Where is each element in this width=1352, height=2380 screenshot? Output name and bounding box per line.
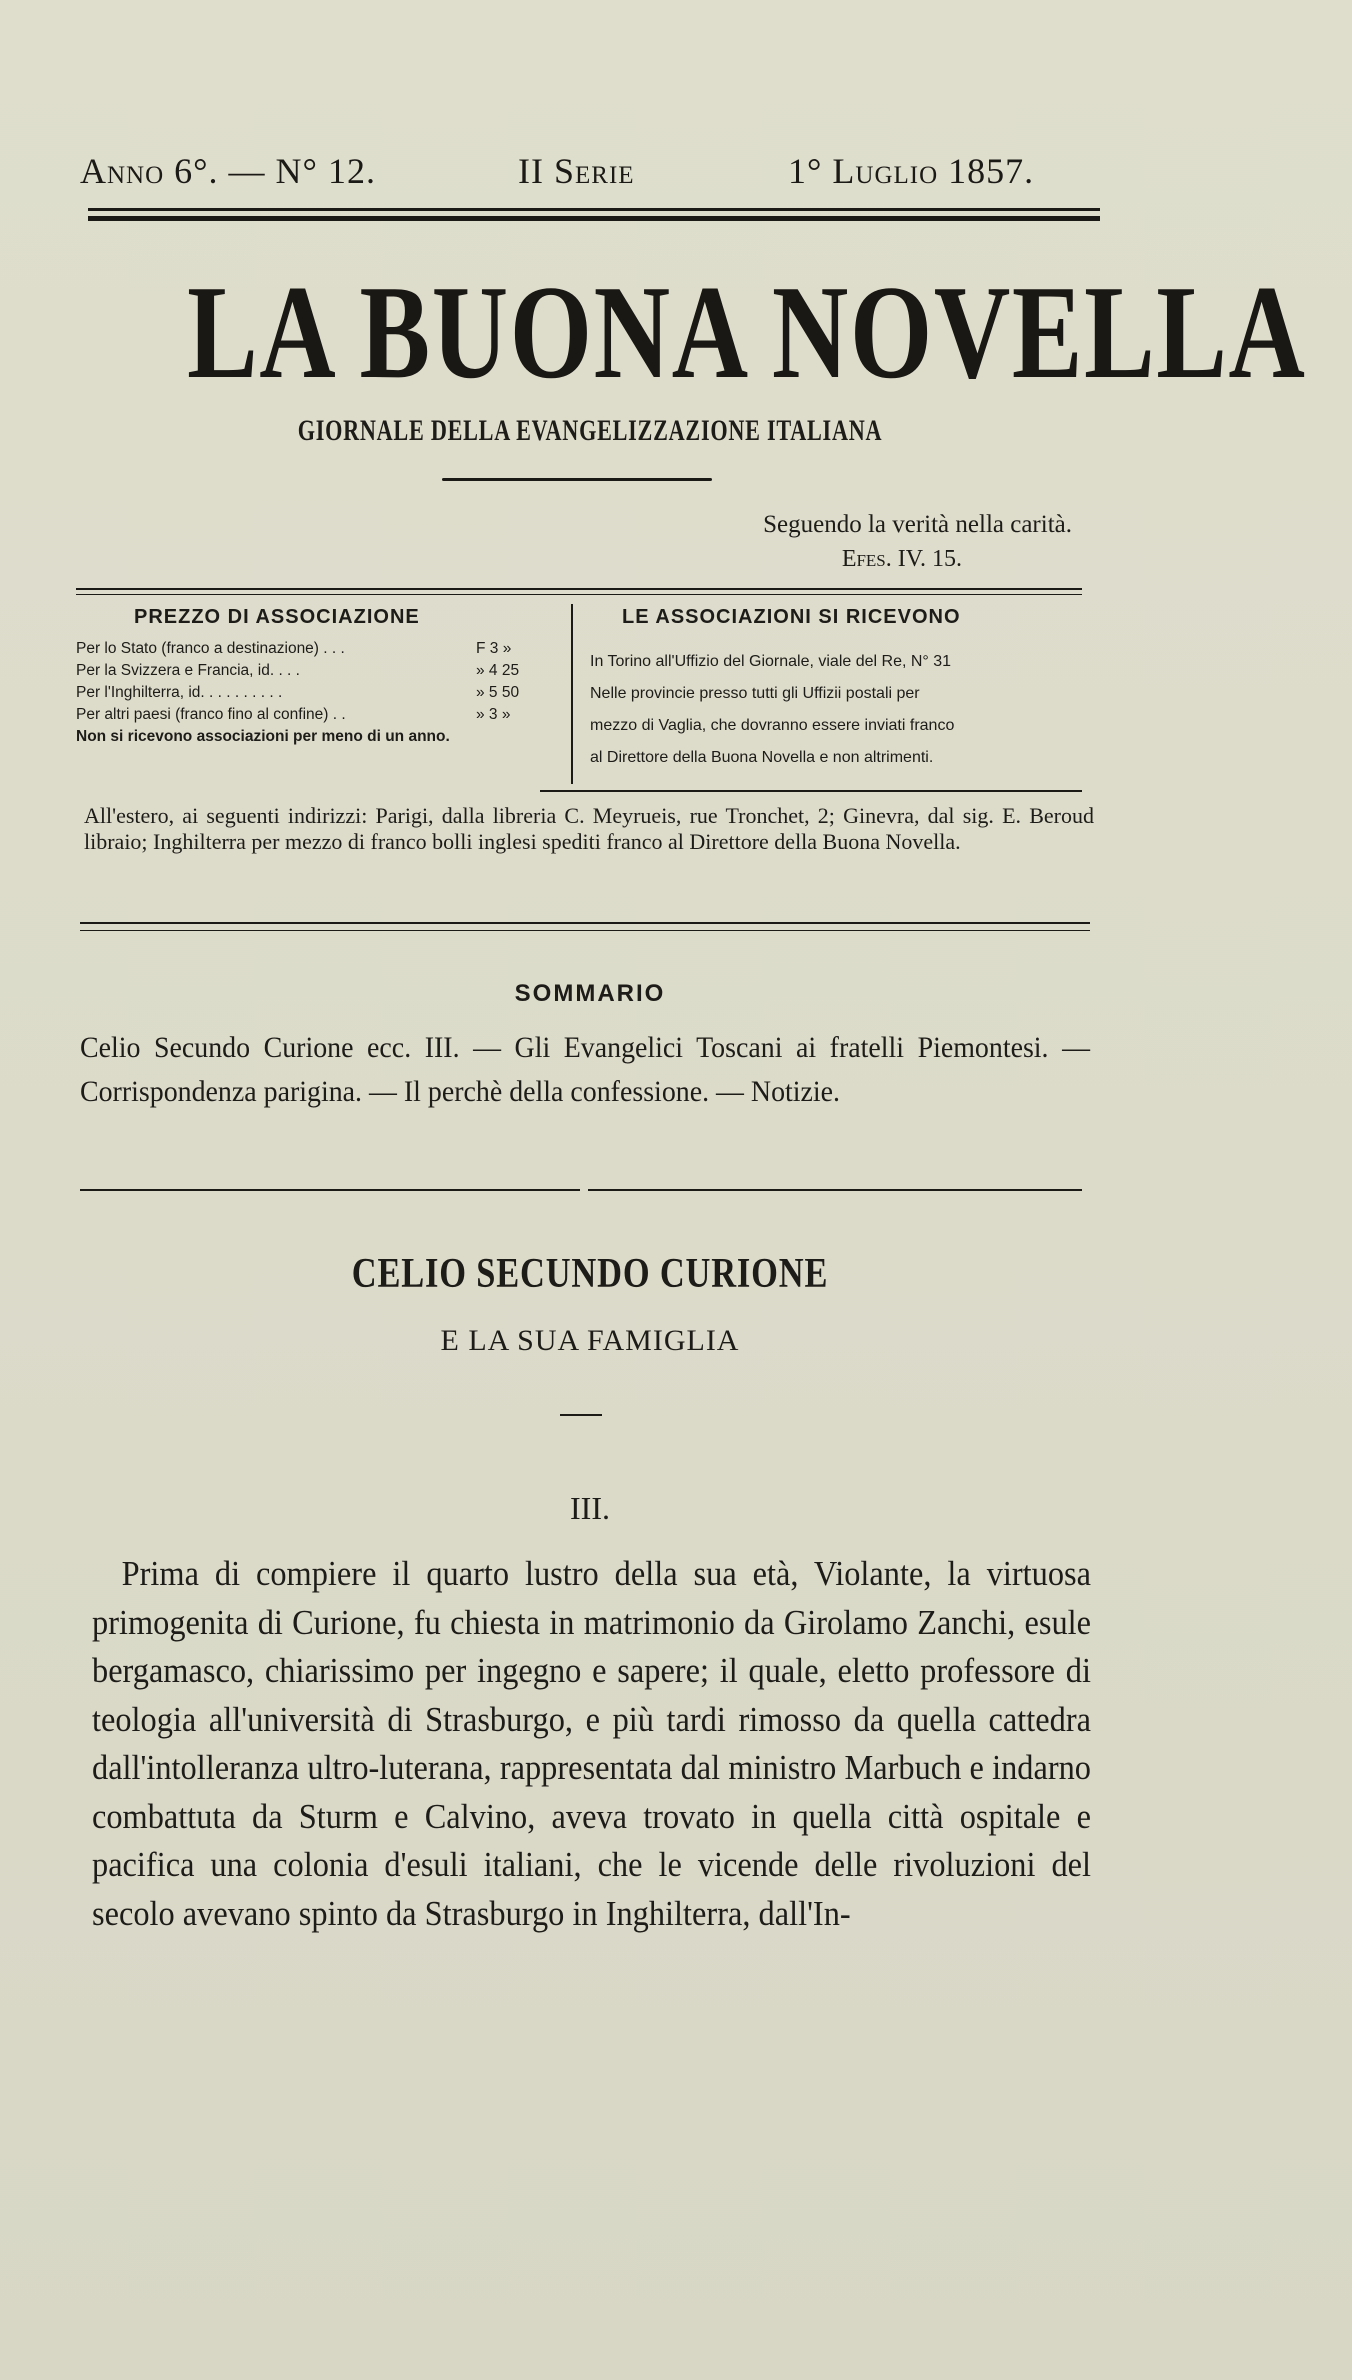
price-row — [76, 704, 566, 726]
article-body — [92, 1550, 1091, 1938]
sommario-rule-right — [588, 1189, 1082, 1191]
motto-text: Seguendo la verità nella carità. — [763, 511, 1072, 538]
prices-list — [76, 638, 566, 748]
price-row — [76, 638, 566, 660]
section-rule-2 — [80, 930, 1090, 931]
motto — [692, 508, 1072, 576]
price-row — [76, 660, 566, 682]
box-rule-bottom — [540, 790, 1082, 792]
sommario-heading: SOMMARIO — [514, 980, 666, 1007]
masthead-subtitle: GIORNALE DELLA EVANGELIZZAZIONE ITALIANA — [297, 414, 883, 447]
price-label: Per altri paesi (franco fino al confine) . . — [76, 706, 346, 723]
price-label: Per lo Stato (franco a destinazione) . . . — [76, 640, 345, 657]
article-paragraph: Prima di compiere il quarto lustro della sua età, Violante, la virtuosa primogenita di Curione, fu chiesta in matrimonio da Girolamo Zanchi, esule bergamasco, chiarissimo per ingegno e sapere; il quale, eletto professore di teologia all'università di Strasburgo, e più tardi rimosso da quella cattedra dall'intolleranza ultro-luterana, rappresentata dal ministro Marbuch e indarno combattuta da Sturm e Calvino, aveva trovato in quella città ospitale e pacifica una colonia d'esuli italiani, che le vicende delle rivoluzioni del secolo avevano spinto da Strasburgo in Inghilterra, dall'In- — [92, 1554, 1092, 1933]
price-label: Per l'Inghilterra, id. . . . . . . . . . — [76, 684, 283, 701]
motto-reference: Efes. IV. 15. — [841, 546, 962, 572]
section-number: III. — [570, 1490, 610, 1526]
places-heading: LE ASSOCIAZIONI SI RICEVONO — [622, 606, 961, 628]
price-note: Non si ricevono associazioni per meno di un anno. — [76, 728, 450, 745]
header-double-rule-top — [88, 208, 1100, 211]
title-dash — [560, 1414, 602, 1416]
price-row — [76, 682, 566, 704]
header-double-rule-bottom — [88, 216, 1100, 221]
box-rule-top-2 — [76, 594, 1082, 595]
foreign-addresses-note: All'estero, ai seguenti indirizzi: Parigi, dalla libreria C. Meyrueis, rue Tronchet, 2; Ginevra, dal sig. E. Beroud libraio; Inghilterra per mezzo di franco bolli inglesi spediti franco al Direttore della Buona Novella. — [84, 803, 1094, 854]
price-value: » 3 » — [476, 706, 511, 723]
price-value: » 4 25 — [476, 662, 520, 679]
places-line: mezzo di Vaglia, che dovranno essere inviati franco — [590, 717, 955, 734]
masthead-title: LA BUONA NOVELLA — [187, 258, 1307, 406]
price-label: Per la Svizzera e Francia, id. . . . — [76, 662, 300, 679]
places-line: Nelle provincie presso tutti gli Uffizii postali per — [590, 685, 920, 702]
box-rule-top-1 — [76, 588, 1082, 590]
prices-heading: PREZZO DI ASSOCIAZIONE — [134, 606, 420, 628]
price-value: » 5 50 — [476, 684, 520, 701]
places-line: al Direttore della Buona Novella e non altrimenti. — [590, 749, 934, 766]
series: II Serie — [518, 151, 635, 191]
article-title: CELIO SECUNDO CURIONE — [351, 1251, 829, 1297]
issue-header — [80, 150, 1100, 200]
article-subtitle: E LA SUA FAMIGLIA — [440, 1324, 740, 1357]
sommario-rule-left — [80, 1189, 580, 1191]
places-text — [590, 646, 1110, 774]
ornamental-rule — [442, 478, 712, 481]
places-line: In Torino all'Uffizio del Giornale, viale del Re, N° 31 — [590, 653, 952, 670]
issue-date: 1° Luglio 1857. — [788, 151, 1035, 191]
sommario-text: Celio Secundo Curione ecc. III. — Gli Evangelici Toscani ai fratelli Piemontesi. — Corrispondenza parigina. — Il perchè della confessione. — Notizie. — [80, 1031, 1090, 1108]
price-value: F 3 » — [476, 640, 512, 657]
section-rule-1 — [80, 922, 1090, 924]
box-column-divider — [571, 604, 573, 784]
year-issue: Anno 6°. — N° 12. — [80, 151, 376, 191]
